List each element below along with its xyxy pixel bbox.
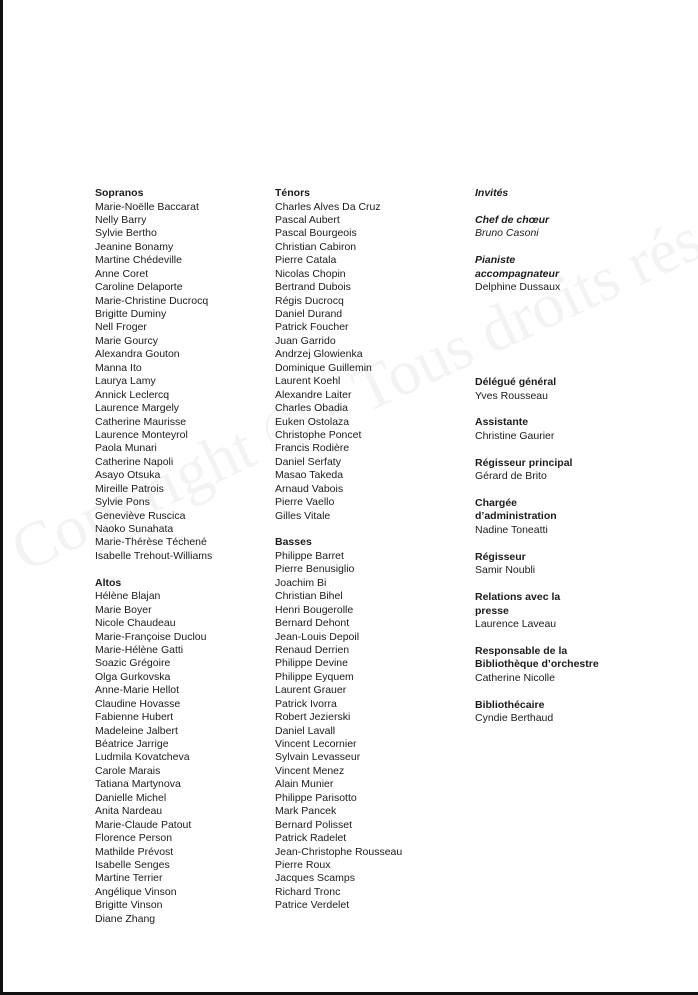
spacer [475, 241, 685, 254]
scan-edge-left [0, 0, 3, 995]
singer-name: Euken Ostolaza [275, 415, 350, 428]
singer-name: Paola Munari [95, 442, 157, 455]
singer-name: Danielle Michel [95, 791, 167, 804]
staff-entry [475, 591, 685, 645]
singer-name: Mireille Patrois [95, 482, 164, 495]
singer-name: Sylvie Pons [95, 496, 150, 509]
pianiste-name: Delphine Dussaux [475, 281, 561, 294]
sopranos-list [95, 201, 265, 564]
singer-name: Bernard Polisset [275, 818, 353, 831]
singer-name: Patrice Verdelet [275, 899, 350, 912]
singer-name: Bertrand Dubois [275, 281, 351, 294]
singer-name: Vincent Menez [275, 764, 345, 777]
singer-name: Sylvie Bertho [95, 227, 157, 240]
singer-name: Patrick Ivorra [275, 697, 337, 710]
staff-entry [475, 416, 685, 456]
staff-name: Gérard de Brito [475, 470, 547, 483]
singer-name: Mathilde Prévost [95, 845, 174, 858]
spacer [475, 537, 685, 550]
staff-role-title: Bibliothécaire [475, 698, 545, 711]
singer-name: Bernard Dehont [275, 617, 350, 630]
staff-name: Catherine Nicolle [475, 671, 555, 684]
staff-role-title: presse [475, 604, 509, 617]
column-invites-staff [475, 187, 685, 725]
staff-role-title: Chargée [475, 496, 518, 509]
chef-name: Bruno Casoni [475, 227, 539, 240]
singer-name: Laurence Monteyrol [95, 428, 188, 441]
staff-role-title: Régisseur principal [475, 456, 573, 469]
singer-name: Joachim Bi [275, 576, 327, 589]
singer-name: Christian Bihel [275, 590, 343, 603]
singer-name: Béatrice Jarrige [95, 738, 169, 751]
spacer [95, 563, 265, 576]
singer-name: Laurent Koehl [275, 375, 341, 388]
singer-name: Philippe Devine [275, 657, 348, 670]
singer-name: Jacques Scamps [275, 872, 355, 885]
pianiste-title-line2: accompagnateur [475, 267, 560, 280]
singer-name: Jeanine Bonamy [95, 240, 174, 253]
tenors-heading: Ténors [275, 187, 311, 199]
singer-name: Juan Garrido [275, 334, 336, 347]
spacer [475, 578, 685, 591]
singer-name: Daniel Durand [275, 308, 343, 320]
singer-name: Laurya Lamy [95, 375, 156, 388]
singer-name: Nicole Chaudeau [95, 617, 176, 630]
singer-name: Olga Gurkovska [95, 670, 171, 683]
singer-name: Masao Takeda [275, 469, 344, 482]
singer-name: Nelly Barry [95, 213, 147, 226]
singer-name: Manna Ito [95, 361, 142, 374]
staff-entry [475, 376, 685, 416]
singer-name: Catherine Maurisse [95, 415, 187, 428]
singer-name: Pierre Roux [275, 858, 331, 871]
staff-name: Nadine Toneatti [475, 523, 548, 536]
staff-role-title: Bibliothèque d’orchestre [475, 658, 599, 671]
tenors-list [275, 201, 465, 524]
singer-name: Martine Chédeville [95, 254, 182, 267]
singer-name: Daniel Lavall [275, 724, 336, 737]
singer-name: Jean-Louis Depoil [275, 630, 360, 643]
staff-entry [475, 699, 685, 739]
singer-name: Jean-Christophe Rousseau [275, 845, 403, 858]
singer-name: Robert Jezierski [275, 711, 351, 724]
column-tenors-basses [275, 187, 465, 913]
singer-name: Martine Terrier [95, 872, 163, 885]
invites-heading: Invités [475, 187, 509, 199]
singer-name: Caroline Delaporte [95, 281, 183, 294]
staff-name: Cyndie Berthaud [475, 712, 554, 725]
singer-name: Christian Cabiron [275, 240, 357, 253]
singer-name: Alexandre Laiter [275, 388, 352, 401]
singer-name: Florence Person [95, 832, 173, 845]
spacer [275, 523, 465, 536]
singer-name: Hélène Blajan [95, 590, 161, 603]
spacer [475, 685, 685, 698]
singer-name: Mark Pancek [275, 805, 337, 818]
singer-name: Pierre Catala [275, 254, 337, 267]
column-sopranos-altos [95, 187, 265, 926]
staff-entry [475, 645, 685, 699]
singer-name: Pascal Bourgeois [275, 227, 357, 240]
singer-name: Diane Zhang [95, 912, 156, 925]
singer-name: Philippe Eyquem [275, 670, 354, 683]
sopranos-heading: Sopranos [95, 187, 144, 199]
singer-name: Arnaud Vabois [275, 482, 344, 495]
staff-role-title: Relations avec la [475, 591, 561, 604]
singer-name: Naoko Sunahata [95, 523, 174, 535]
singer-name: Pascal Aubert [275, 213, 340, 226]
staff-role-title: Délégué général [475, 376, 557, 388]
singer-name: Marie-Françoise Duclou [95, 630, 207, 643]
singer-name: Catherine Napoli [95, 455, 174, 468]
singer-name: Marie-Claude Patout [95, 818, 192, 831]
pianiste-title-line1: Pianiste [475, 254, 516, 267]
singer-name: Charles Alves Da Cruz [275, 200, 381, 213]
singer-name: Patrick Foucher [275, 321, 349, 334]
singer-name: Marie-Noëlle Baccarat [95, 200, 199, 213]
staff-entry [475, 457, 685, 497]
altos-heading: Altos [95, 576, 122, 589]
staff-role-title: Responsable de la [475, 644, 568, 657]
staff-entry [475, 497, 685, 551]
singer-name: Francis Rodière [275, 442, 350, 455]
singer-name: Charles Obadia [275, 402, 348, 415]
singer-name: Alain Munier [275, 778, 334, 791]
staff-name: Yves Rousseau [475, 389, 548, 402]
singer-name: Daniel Serfaty [275, 455, 341, 468]
spacer [475, 484, 685, 497]
singer-name: Patrick Radelet [275, 832, 347, 845]
singer-name: Richard Tronc [275, 885, 341, 898]
singer-name: Marie-Hélène Gatti [95, 643, 184, 656]
singer-name: Pierre Benusiglio [275, 563, 355, 576]
singer-name: Madeleine Jalbert [95, 724, 178, 737]
staff-name: Christine Gaurier [475, 429, 555, 442]
spacer [475, 443, 685, 456]
staff-name: Laurence Laveau [475, 618, 557, 631]
staff-name: Samir Noubli [475, 564, 536, 577]
singer-name: Laurence Margely [95, 402, 180, 415]
singer-name: Geneviève Ruscica [95, 509, 186, 522]
singer-name: Gilles Vitale [275, 509, 331, 522]
basses-list [275, 550, 465, 913]
staff-role-title: d’administration [475, 510, 557, 523]
singer-name: Tatiana Martynova [95, 778, 181, 791]
singer-name: Angélique Vinson [95, 885, 177, 898]
singer-name: Vincent Lecornier [275, 738, 357, 751]
singer-name: Sylvain Levasseur [275, 751, 361, 764]
singer-name: Fabienne Hubert [95, 711, 174, 724]
spacer [475, 726, 685, 739]
singer-name: Annick Leclercq [95, 388, 170, 401]
singer-name: Soazic Grégoire [95, 657, 171, 670]
altos-list [95, 590, 265, 926]
singer-name: Anne Coret [95, 267, 149, 280]
singer-name: Marie-Christine Ducrocq [95, 294, 209, 307]
spacer [475, 632, 685, 645]
staff-entry [475, 551, 685, 591]
singer-name: Henri Bougerolle [275, 603, 354, 616]
singer-name: Brigitte Duminy [95, 308, 167, 320]
singer-name: Claudine Hovasse [95, 697, 181, 710]
staff-list [475, 376, 685, 739]
singer-name: Philippe Parisotto [275, 791, 357, 804]
singer-name: Marie Boyer [95, 603, 152, 616]
singer-name: Isabelle Trehout-Williams [95, 549, 213, 562]
basses-heading: Basses [275, 536, 312, 549]
staff-role-title: Assistante [475, 416, 529, 429]
staff-role-title: Régisseur [475, 550, 526, 563]
singer-name: Brigitte Vinson [95, 899, 163, 912]
singer-name: Asayo Otsuka [95, 469, 161, 482]
singer-name: Alexandra Gouton [95, 348, 180, 361]
spacer [475, 403, 685, 416]
singer-name: Marie Gourcy [95, 334, 159, 347]
singer-name: Anne-Marie Hellot [95, 684, 180, 697]
singer-name: Nell Froger [95, 321, 147, 334]
singer-name: Nicolas Chopin [275, 267, 346, 280]
spacer [475, 201, 685, 214]
singer-name: Philippe Barret [275, 549, 344, 562]
singer-name: Christophe Poncet [275, 428, 362, 441]
singer-name: Pierre Vaello [275, 496, 335, 509]
singer-name: Régis Ducrocq [275, 294, 344, 307]
singer-name: Carole Marais [95, 764, 161, 777]
singer-name: Marie-Thérèse Téchené [95, 536, 207, 549]
singer-name: Anita Nardeau [95, 805, 163, 818]
singer-name: Dominique Guillemin [275, 361, 372, 374]
chef-title: Chef de chœur [475, 213, 550, 226]
singer-name: Isabelle Senges [95, 858, 170, 871]
singer-name: Laurent Grauer [275, 684, 347, 697]
singer-name: Ludmila Kovatcheva [95, 751, 190, 764]
singer-name: Renaud Derrien [275, 643, 350, 656]
singer-name: Andrzej Glowienka [275, 348, 363, 361]
